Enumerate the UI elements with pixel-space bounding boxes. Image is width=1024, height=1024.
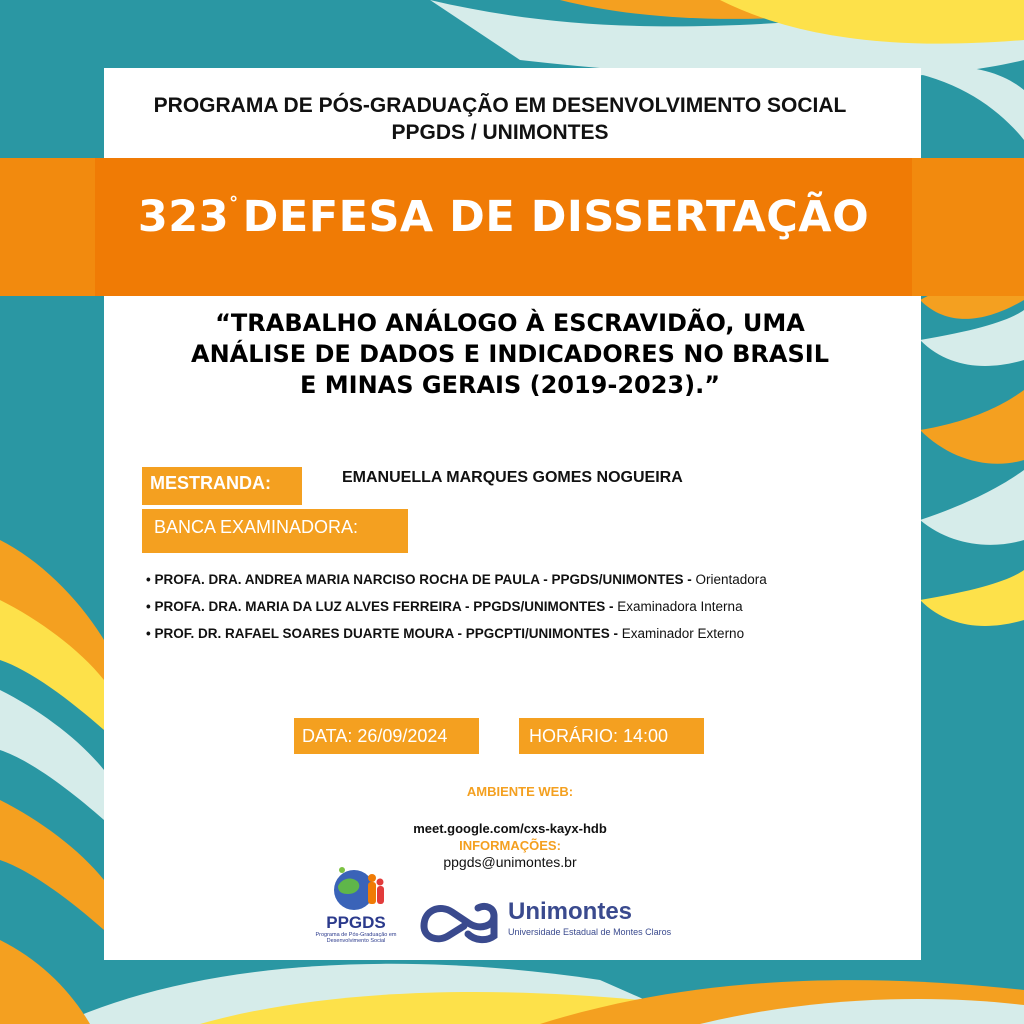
ppgds-sub-line2: Desenvolvimento Social	[326, 938, 386, 944]
thesis-line2: ANÁLISE DE DADOS E INDICADORES NO BRASIL	[191, 340, 829, 368]
board-member-name: • PROFA. DRA. ANDREA MARIA NARCISO ROCHA DE PAULA - PPGDS/UNIMONTES -	[146, 572, 692, 587]
event-title	[95, 192, 912, 242]
board-label-tag	[142, 509, 408, 553]
time-text: HORÁRIO: 14:00	[529, 726, 669, 746]
board-label: BANCA EXAMINADORA:	[154, 517, 359, 537]
time-tag	[519, 718, 704, 754]
meet-link[interactable]: meet.google.com/cxs-kayx-hdb	[413, 821, 607, 836]
board-member-role: Orientadora	[695, 572, 767, 587]
student-name: EMANUELLA MARQUES GOMES NOGUEIRA	[342, 469, 683, 486]
contact-email[interactable]: ppgds@unimontes.br	[443, 854, 577, 870]
student-label: MESTRANDA:	[150, 473, 271, 493]
event-title-text: DEFESA DE DISSERTAÇÃO	[242, 192, 870, 242]
ppgds-logo-text: PPGDS	[326, 913, 386, 932]
board-list	[146, 566, 767, 647]
program-title-line1: PROGRAMA DE PÓS-GRADUAÇÃO EM DESENVOLVIMENTO SOCIAL	[153, 94, 847, 117]
program-title	[0, 92, 1000, 146]
program-title-line2: PPGDS / UNIMONTES	[391, 121, 609, 144]
board-member	[146, 566, 767, 593]
thesis-line3: E MINAS GERAIS (2019-2023).”	[300, 371, 720, 399]
student-label-tag	[142, 467, 302, 505]
board-member-name: • PROF. DR. RAFAEL SOARES DUARTE MOURA - PPGCPTI/UNIMONTES -	[146, 626, 618, 641]
ppgds-logo-subtitle	[308, 932, 404, 944]
thesis-title	[140, 308, 880, 401]
board-member-role: Examinadora Interna	[617, 599, 743, 614]
board-member	[146, 620, 767, 647]
board-member-name: • PROFA. DRA. MARIA DA LUZ ALVES FERREIRA - PPGDS/UNIMONTES -	[146, 599, 614, 614]
board-member-role: Examinador Externo	[621, 626, 745, 641]
date-text: DATA: 26/09/2024	[302, 726, 448, 746]
web-label: AMBIENTE WEB:	[466, 784, 574, 799]
date-tag	[294, 718, 479, 754]
ppgds-sub-line1: Programa de Pós-Graduação em	[315, 932, 397, 938]
info-label: INFORMAÇÕES:	[459, 838, 561, 853]
event-number: 323	[137, 192, 230, 242]
degree-mark: °	[229, 193, 239, 214]
unimontes-logo-icon	[416, 896, 506, 946]
board-member	[146, 593, 767, 620]
thesis-line1: “TRABALHO ANÁLOGO À ESCRAVIDÃO, UMA	[215, 309, 805, 337]
unimontes-logo-text: Unimontes	[508, 898, 633, 925]
unimontes-logo-subtitle: Universidade Estadual de Montes Claros	[508, 927, 672, 937]
